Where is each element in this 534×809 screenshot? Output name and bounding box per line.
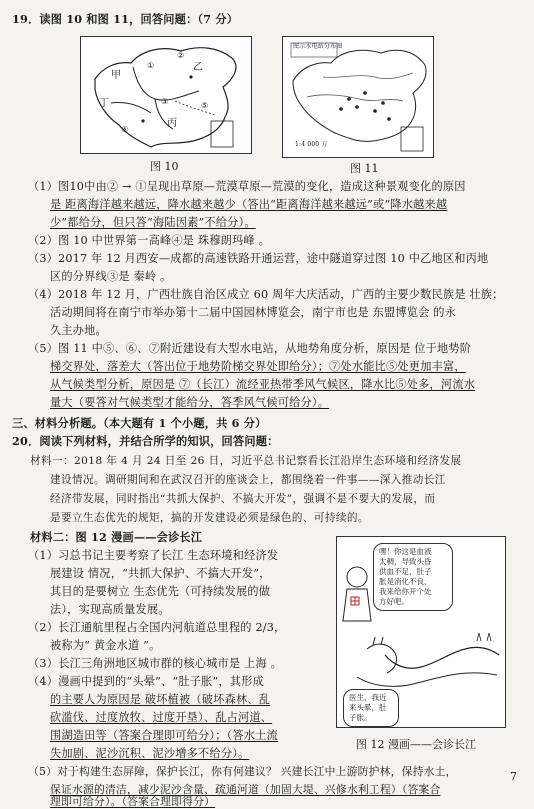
- q20-line-5: （2）长江通航里程占全国内河航道总里程的 2/3，: [28, 621, 286, 634]
- q20-line-3: 其目的是要树立 生态优先（可持续发展的做: [50, 585, 271, 598]
- q20-line-4: 法），实现高质量发展。: [50, 603, 170, 616]
- q20-line-15: 理即可给分）。（答案合理即得分）: [50, 795, 216, 808]
- map-label-bing: 丙: [167, 118, 178, 129]
- q19-line-3: 少”都给分，但只答“海陆因素”不给分）。: [50, 216, 256, 229]
- q19-line-7: （4）2018 年 12 月，广西壮族自治区成立 60 周年大庆活动，广西的主要少数民族是 壮族；: [28, 288, 504, 301]
- q20-line-8: （4）漫画中提到的“头晕”、“肚子胀”，其形成: [28, 675, 264, 688]
- figure-10-map: [80, 36, 252, 154]
- page-number: 7: [510, 770, 517, 783]
- hydropower-map: [283, 37, 433, 157]
- section-3-header: 三、材料分析题。（本大题有 1 个小题，共 6 分）: [12, 416, 267, 430]
- figure-11-caption: 图 11: [350, 162, 379, 175]
- q19-line-11: 梯交界处，落差大（答出位于地势阶梯交界处即给分）；⑦处水能比⑤处更加丰富，: [50, 360, 466, 373]
- fig11-title: 图示水电站分布图: [293, 43, 343, 50]
- doctor-speech-bubble: 嘿！你这是血液 太稠，导致头昏 供血不足，肚子 胀是消化不良， 我来给你开个处 方好吧。: [373, 543, 453, 611]
- figure-12-caption: 图 12 漫画——会诊长江: [356, 738, 476, 751]
- q19-line-10: （5）图 11 中⑤、⑥、⑦附近建设有大型水电站，从地势角度分析，原因是 位于地势阶: [28, 342, 472, 355]
- q20-line-14: 保证水源的清洁，减少泥沙含量、疏通河道（加固大堤、兴修水利工程）（答案合: [50, 783, 441, 796]
- q19-line-4: （2）图 10 中世界第一高峰④是 珠穆朗玛峰 。: [28, 234, 270, 247]
- q20-line-7: （3）长江三角洲地区城市群的核心城市是 上海 。: [28, 657, 282, 670]
- map-label-3: ③: [161, 97, 169, 106]
- material-1-line-3: 经济带发展，同时指出“共抓大保护、不搞大开发”，强调不是不要大的发展，而: [50, 493, 436, 505]
- fig11-scale: 1:4 000 万: [295, 141, 328, 148]
- q19-line-8: 活动期间将在南宁市举办第十二届中国园林博览会，南宁市也是 东盟博览会 的永: [50, 306, 457, 319]
- q20-line-6: 被称为“ 黄金水道 ”。: [50, 639, 161, 652]
- q19-line-1: （1）图10中由② → ①呈现出草原—荒漠草原—荒漠的变化，造成这种景观变化的原因: [28, 180, 466, 193]
- q20-line-10: 砍滥伐、过度放牧、过度开垦）、乱占河道、: [50, 711, 273, 724]
- q19-line-5: （3）2017 年 12 月西安—成都的高速铁路开通运营，途中隧道穿过图 10 中乙地区和丙地: [28, 252, 489, 265]
- q20-line-1: （1）习总书记主要考察了长江 生态环境和经济发: [28, 549, 279, 562]
- map-label-1: ①: [147, 61, 155, 70]
- material-1-line-1: 材料一：2018 年 4 月 24 日至 26 日，习近平总书记察看长江沿岸生态环境和经济发展: [30, 455, 462, 467]
- map-label-4: ④: [121, 125, 129, 134]
- map-label-yi: 乙: [193, 62, 204, 73]
- material-2-title: 材料二：图 12 漫画——会诊长江: [30, 530, 203, 544]
- q20-line-13: （5）对于构建生态屏障，保护长江，你有何建议？ 兴建长江中上游防护林，保持水土，: [28, 765, 457, 778]
- map-label-ding: 丁: [99, 98, 110, 109]
- material-1-line-4: 是要立生态优先的规矩，搞的开发建设必须是绿色的、可持续的。: [50, 512, 369, 524]
- q20-line-9: 的主要人为原因是 破坏植被（破坏森林、乱: [50, 693, 271, 706]
- q19-line-6: 区的分界线③是 秦岭 。: [50, 270, 172, 283]
- map-label-5: ⑤: [201, 101, 209, 110]
- q20-line-11: 围湖造田等（答案合理即可给分）；（答水土流: [50, 729, 278, 742]
- q20-line-2: 展建设 情况，“共抓大保护、不搞大开发”，: [50, 567, 271, 580]
- q20-header: 20．阅读下列材料，并结合所学的知识，回答问题：: [12, 434, 279, 448]
- figure-10-caption: 图 10: [150, 160, 179, 173]
- q19-line-13: 量大（要答对气候类型才能给分，答季风气候可给分）。: [50, 396, 330, 409]
- map-label-2: ②: [177, 51, 185, 60]
- q20-line-12: 失加剧、泥沙沉积、泥沙增多不给分）。: [50, 747, 250, 760]
- q19-line-12: 从气候类型分析，原因是 ⑦（长江）流经亚热带季风气候区，降水比⑤处多，河流水: [50, 378, 476, 391]
- figure-11-map: [282, 36, 434, 158]
- q19-header: 19．读图 10 和图 11，回答问题：（7 分）: [12, 12, 239, 26]
- river-speech-bubble: 医生，我近 来头晕，肚 子胀。: [343, 689, 399, 727]
- figure-12-cartoon: [336, 536, 506, 728]
- material-1-line-2: 建设情况。调研期间和在武汉召开的座谈会上，都围绕着一件事——深入推动长江: [50, 474, 446, 486]
- q19-line-9: 久主办地。: [50, 324, 107, 337]
- q19-line-2: 是 距离海洋越来越远，降水越来越少（答出“距离海洋越来越远”或“降水越来越: [50, 198, 448, 211]
- map-label-jia: 甲: [111, 70, 122, 81]
